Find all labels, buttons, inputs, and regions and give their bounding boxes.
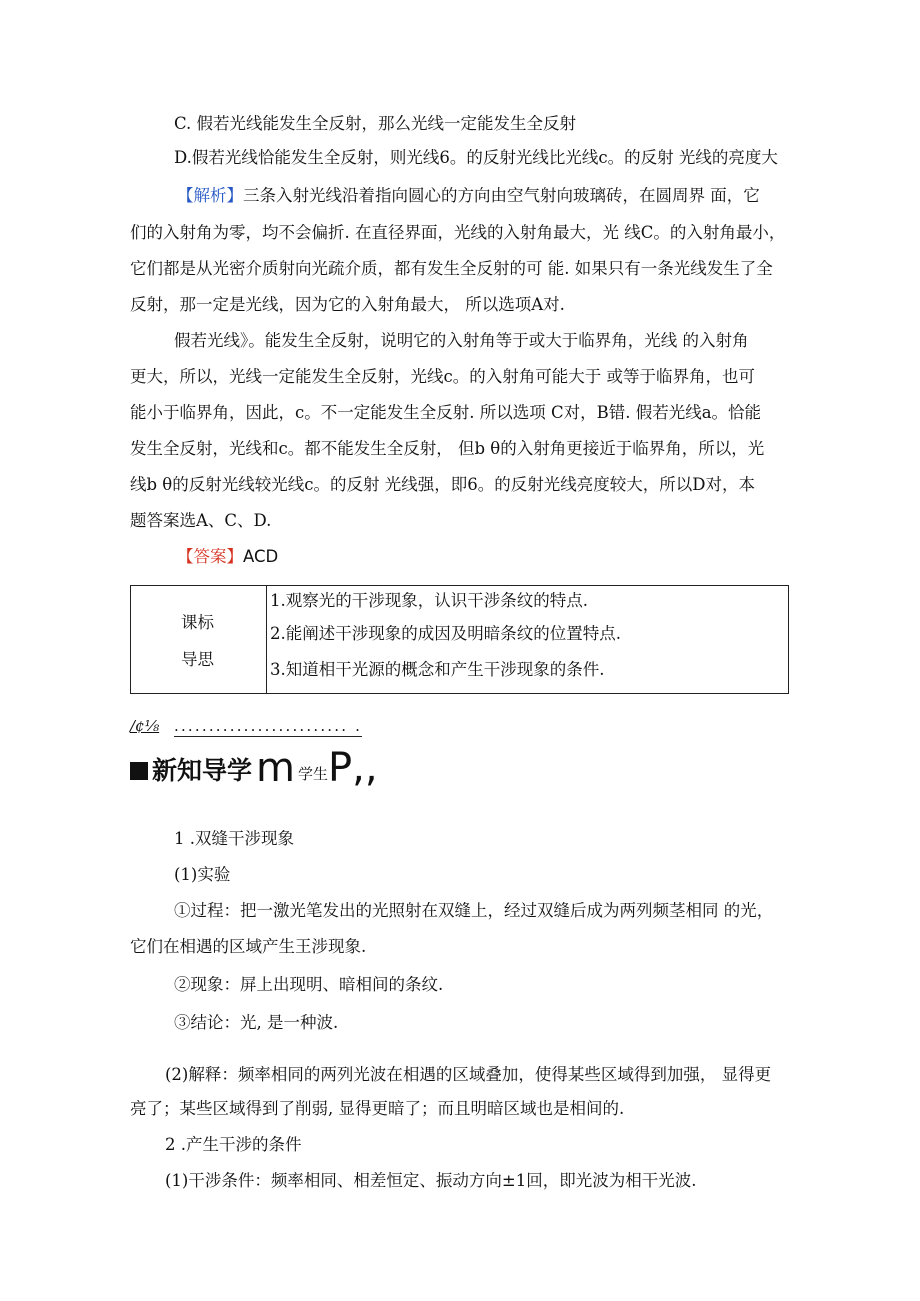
heading-big-p: P,, — [328, 745, 378, 791]
divider-dots: ......................... . — [174, 717, 363, 735]
divider-mark: /¢⅛ — [130, 717, 160, 735]
analysis-line-3: 它们都是从光密介质射向光疏介质，都有发生全反射的可 能. 如果只有一条光线发生了全 — [130, 259, 773, 278]
curriculum-guide-table — [130, 585, 789, 694]
option-c: C. 假若光线能发生全反射，那么光线一定能发生全反射 — [174, 114, 577, 133]
subheading-1: 1 .双缝干涉现象 — [174, 829, 294, 848]
step2-line: ②现象：屏上出现明、暗相间的条纹. — [174, 975, 444, 994]
condition-line: (1)干涉条件：频率相同、相差恒定、振动方向±1回，即光波为相干光波. — [165, 1171, 697, 1190]
analysis-line-4: 反射，那一定是光线，因为它的入射角最大， 所以选项A对. — [130, 295, 565, 314]
analysis-line-9: 线b θ的反射光线较光线c。的反射 光线强，即6。的反射光线亮度较大，所以D对，本 — [130, 475, 755, 494]
answer-value: ACD — [243, 547, 279, 566]
step1-line-2: 它们在相遇的区域产生王涉现象. — [130, 937, 367, 956]
guide-label-bottom: 导思 — [181, 650, 214, 669]
analysis-line-8: 发生全反射，光线和c。都不能发生全反射， 但b θ的入射角更接近于临界角，所以，光 — [130, 439, 765, 458]
guide-label-cell — [131, 586, 267, 693]
step1-line-1: ①过程：把一激光笔发出的光照射在双缝上，经过双缝后成为两列频茎相同 的光， — [174, 901, 774, 920]
answer-line — [177, 546, 278, 568]
analysis-line-5: 假若光线》。能发生全反射，说明它的入射角等于或大于临界角，光线 的入射角 — [174, 331, 749, 350]
heading-big-m: m — [256, 745, 295, 791]
heading-main: 新知导学 — [152, 756, 253, 785]
explain-line-2: 亮了；某些区域得到了削弱, 显得更暗了；而且明暗区域也是相间的. — [130, 1099, 625, 1118]
section-divider — [130, 716, 410, 738]
answer-tag: 【答案】 — [177, 547, 243, 566]
step3-line: ③结论：光, 是一种波. — [174, 1013, 339, 1032]
analysis-line-7: 能小于临界角，因此，c。不一定能发生全反射. 所以选项 C对，B错. 假若光线a。恰能 — [130, 403, 762, 422]
subheading-1-sub: (1)实验 — [174, 865, 231, 884]
analysis-line-2: 们的入射角为零，均不会偏折. 在直径界面，光线的入射角最大，光 线C。的入射角最小， — [130, 223, 786, 242]
subheading-2: 2 .产生干涉的条件 — [165, 1135, 302, 1154]
guide-item-3: 3.知道相干光源的概念和产生干涉现象的条件. — [270, 660, 605, 679]
heading-square-icon — [130, 762, 148, 780]
heading-small: 学生 — [298, 765, 329, 783]
guide-item-2: 2.能阐述干涉现象的成因及明暗条纹的位置特点. — [270, 624, 621, 643]
analysis-line-6: 更大，所以，光线一定能发生全反射，光线c。的入射角可能大于 或等于临界角，也可 — [130, 367, 755, 386]
analysis-line-10: 题答案选A、C、D. — [130, 511, 272, 530]
guide-label-top: 课标 — [181, 613, 214, 632]
explain-line-1: (2)解释：频率相同的两列光波在相遇的区域叠加，使得某些区域得到加强， 显得更 — [165, 1065, 772, 1084]
analysis-line-1: 【解析】三条入射光线沿着指向圆心的方向由空气射向玻璃砖，在圆周界 面，它 — [177, 186, 760, 205]
guide-item-1: 1.观察光的干涉现象，认识干涉条纹的特点. — [270, 591, 588, 610]
option-d: D.假若光线恰能发生全反射，则光线6。的反射光线比光线c。的反射 光线的亮度大 — [174, 148, 778, 167]
analysis-tag: 【解析】 — [177, 186, 243, 205]
